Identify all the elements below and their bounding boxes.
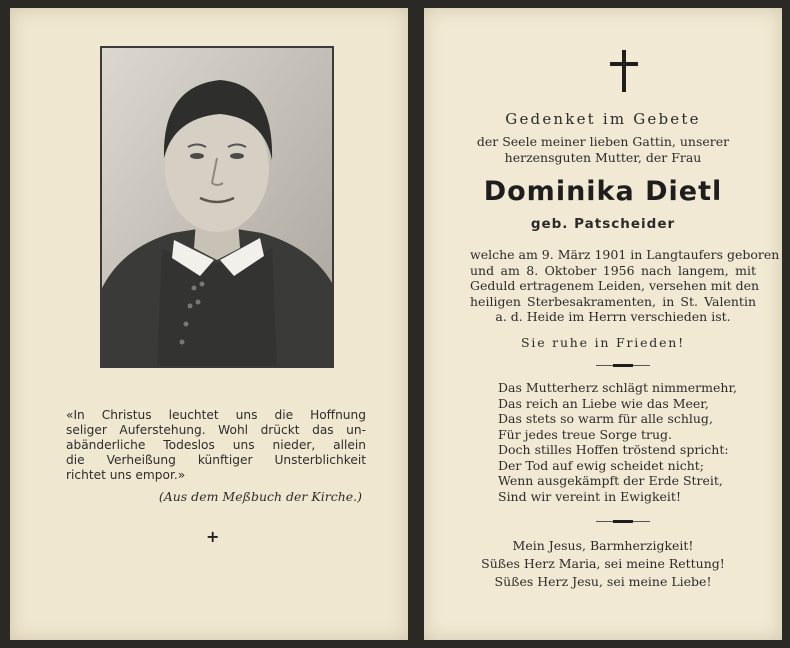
bio-line: welche am 9. März 1901 in Langtaufers geboren bbox=[470, 247, 780, 262]
bio-line: a. d. Heide im Herrn verschieden ist. bbox=[495, 309, 731, 324]
biography bbox=[470, 247, 780, 325]
poem-line: Das reich an Liebe wie das Meer, bbox=[498, 395, 709, 411]
bio-line: heiligen Sterbesakramenten, in St. Valentin bbox=[470, 293, 756, 309]
poem-line: Sind wir vereint in Ewigkeit! bbox=[498, 488, 681, 504]
quote-line: abänderliche Todeslos uns nieder, allein bbox=[66, 438, 366, 452]
birth-name: geb. Patscheider bbox=[530, 216, 676, 232]
intro-line: herzensguten Mutter, der Frau bbox=[504, 150, 702, 165]
poem-line: Für jedes treue Sorge trug. bbox=[498, 426, 673, 442]
small-cross-icon: + bbox=[206, 527, 220, 546]
poem bbox=[498, 380, 768, 504]
poem-line: Das stets so warm für alle schlug, bbox=[498, 411, 713, 426]
quote-line: «In Christus leuchtet uns die Hoffnung bbox=[66, 408, 366, 422]
heading: Gedenket im Gebete bbox=[505, 110, 701, 128]
divider bbox=[596, 364, 650, 367]
poem-line: Wenn ausgekämpft der Erde Streit, bbox=[498, 473, 723, 488]
left-page bbox=[10, 8, 408, 640]
quote-line: die Verheißung künftiger Unsterblichkeit bbox=[66, 453, 366, 467]
quote-line: seliger Auferstehung. Wohl drückt das un- bbox=[66, 423, 366, 437]
deceased-name: Dominika Dietl bbox=[483, 176, 723, 207]
bio-line: und am 8. Oktober 1956 nach langem, mit bbox=[470, 262, 756, 278]
portrait-photo bbox=[100, 46, 334, 368]
cross-icon bbox=[610, 50, 638, 92]
divider bbox=[596, 520, 650, 523]
quote-source: (Aus dem Meßbuch der Kirche.) bbox=[158, 489, 362, 504]
rest-in-peace: Sie ruhe in Frieden! bbox=[521, 335, 685, 350]
poem-line: Das Mutterherz schlägt nimmermehr, bbox=[498, 380, 738, 395]
prayer-line: Süßes Herz Maria, sei meine Rettung! bbox=[481, 556, 725, 571]
portrait-image bbox=[102, 48, 332, 366]
intro-line: der Seele meiner lieben Gattin, unserer bbox=[476, 134, 730, 149]
right-page bbox=[424, 8, 782, 640]
bio-line: Geduld ertragenem Leiden, versehen mit den bbox=[470, 278, 760, 293]
prayer-line: Mein Jesus, Barmherzigkeit! bbox=[512, 538, 694, 553]
quote-line: richtet uns empor.» bbox=[66, 468, 186, 482]
poem-line: Doch stilles Hoffen tröstend spricht: bbox=[498, 442, 729, 457]
poem-line: Der Tod auf ewig scheidet nicht; bbox=[498, 457, 704, 473]
prayer-line: Süßes Herz Jesu, sei meine Liebe! bbox=[494, 574, 712, 589]
scripture-quote bbox=[66, 408, 366, 483]
